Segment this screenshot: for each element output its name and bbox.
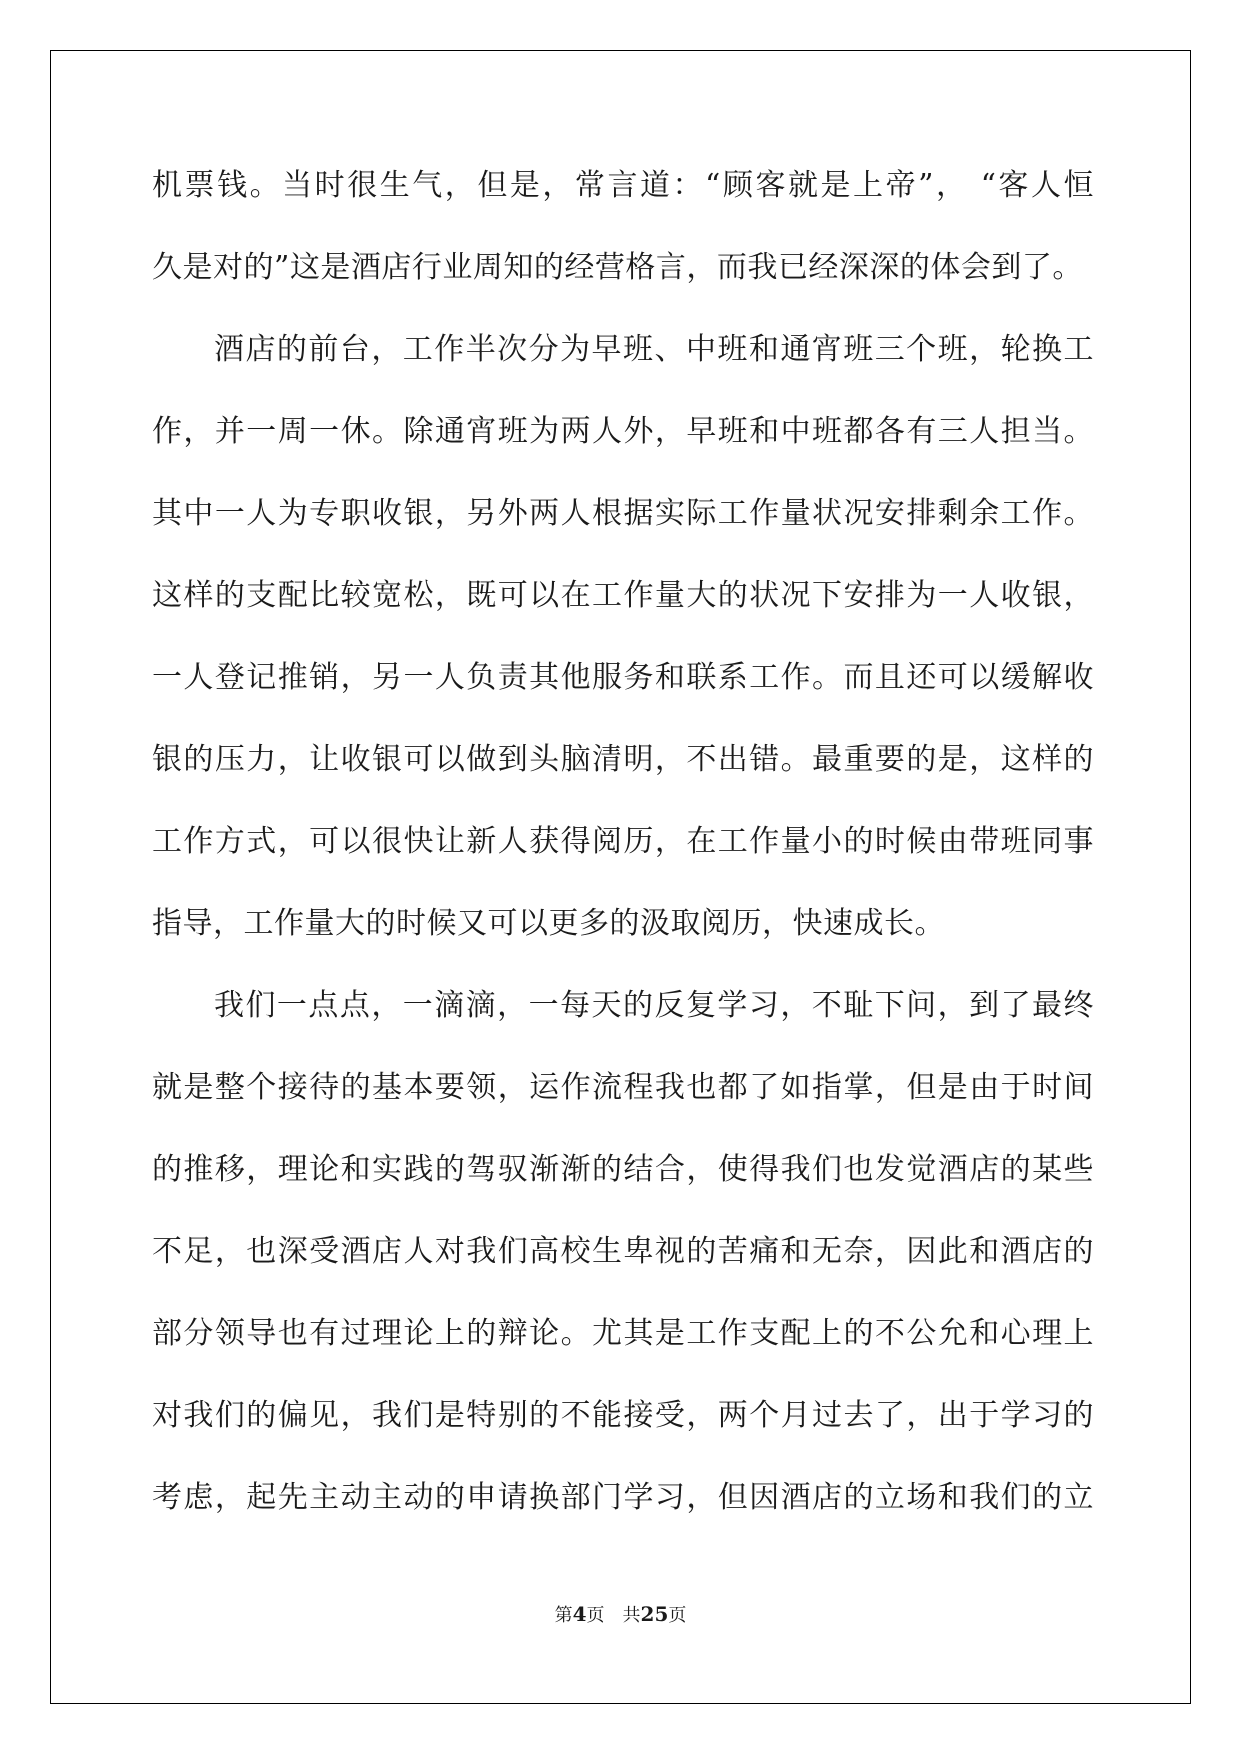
text-line: 一人登记推销，另一人负责其他服务和联系工作。而且还可以缓解收 <box>152 660 1094 695</box>
total-page-count: 25 <box>640 1602 669 1626</box>
page-footer <box>0 1602 1241 1628</box>
text-line: 机票钱。当时很生气，但是，常言道：“顾客就是上帝”， “客人恒 <box>152 168 1094 203</box>
paragraph-start-line: 我们一点点，一滴滴，一每天的反复学习，不耻下问，到了最终 <box>214 988 1094 1023</box>
text-line: 银的压力，让收银可以做到头脑清明，不出错。最重要的是，这样的 <box>152 742 1094 777</box>
text-line: 部分领导也有过理论上的辩论。尤其是工作支配上的不公允和心理上 <box>152 1316 1094 1351</box>
footer-total-suffix: 页 <box>668 1605 687 1626</box>
text-line: 就是整个接待的基本要领，运作流程我也都了如指掌，但是由于时间 <box>152 1070 1094 1105</box>
text-line: 这样的支配比较宽松，既可以在工作量大的状况下安排为一人收银， <box>152 578 1094 613</box>
text-line: 的推移，理论和实践的驾驭渐渐的结合，使得我们也发觉酒店的某些 <box>152 1152 1094 1187</box>
current-page-number: 4 <box>572 1602 587 1626</box>
text-line: 不足，也深受酒店人对我们高校生卑视的苦痛和无奈，因此和酒店的 <box>152 1234 1094 1269</box>
text-line: 指导，工作量大的时候又可以更多的汲取阅历，快速成长。 <box>152 906 945 941</box>
footer-prefix: 第 <box>554 1605 573 1626</box>
text-line: 考虑，起先主动主动的申请换部门学习，但因酒店的立场和我们的立 <box>152 1480 1094 1515</box>
text-line: 工作方式，可以很快让新人获得阅历，在工作量小的时候由带班同事 <box>152 824 1094 859</box>
document-body <box>152 160 1094 1554</box>
text-line: 久是对的”这是酒店行业周知的经营格言，而我已经深深的体会到了。 <box>152 250 1083 285</box>
footer-total-prefix: 共 <box>622 1605 641 1626</box>
text-line: 作，并一周一休。除通宵班为两人外，早班和中班都各有三人担当。 <box>152 414 1094 449</box>
text-line: 其中一人为专职收银，另外两人根据实际工作量状况安排剩余工作。 <box>152 496 1094 531</box>
footer-page-suffix: 页 <box>586 1605 605 1626</box>
paragraph-start-line: 酒店的前台，工作半次分为早班、中班和通宵班三个班，轮换工 <box>214 332 1094 367</box>
text-line: 对我们的偏见，我们是特别的不能接受，两个月过去了，出于学习的 <box>152 1398 1094 1433</box>
